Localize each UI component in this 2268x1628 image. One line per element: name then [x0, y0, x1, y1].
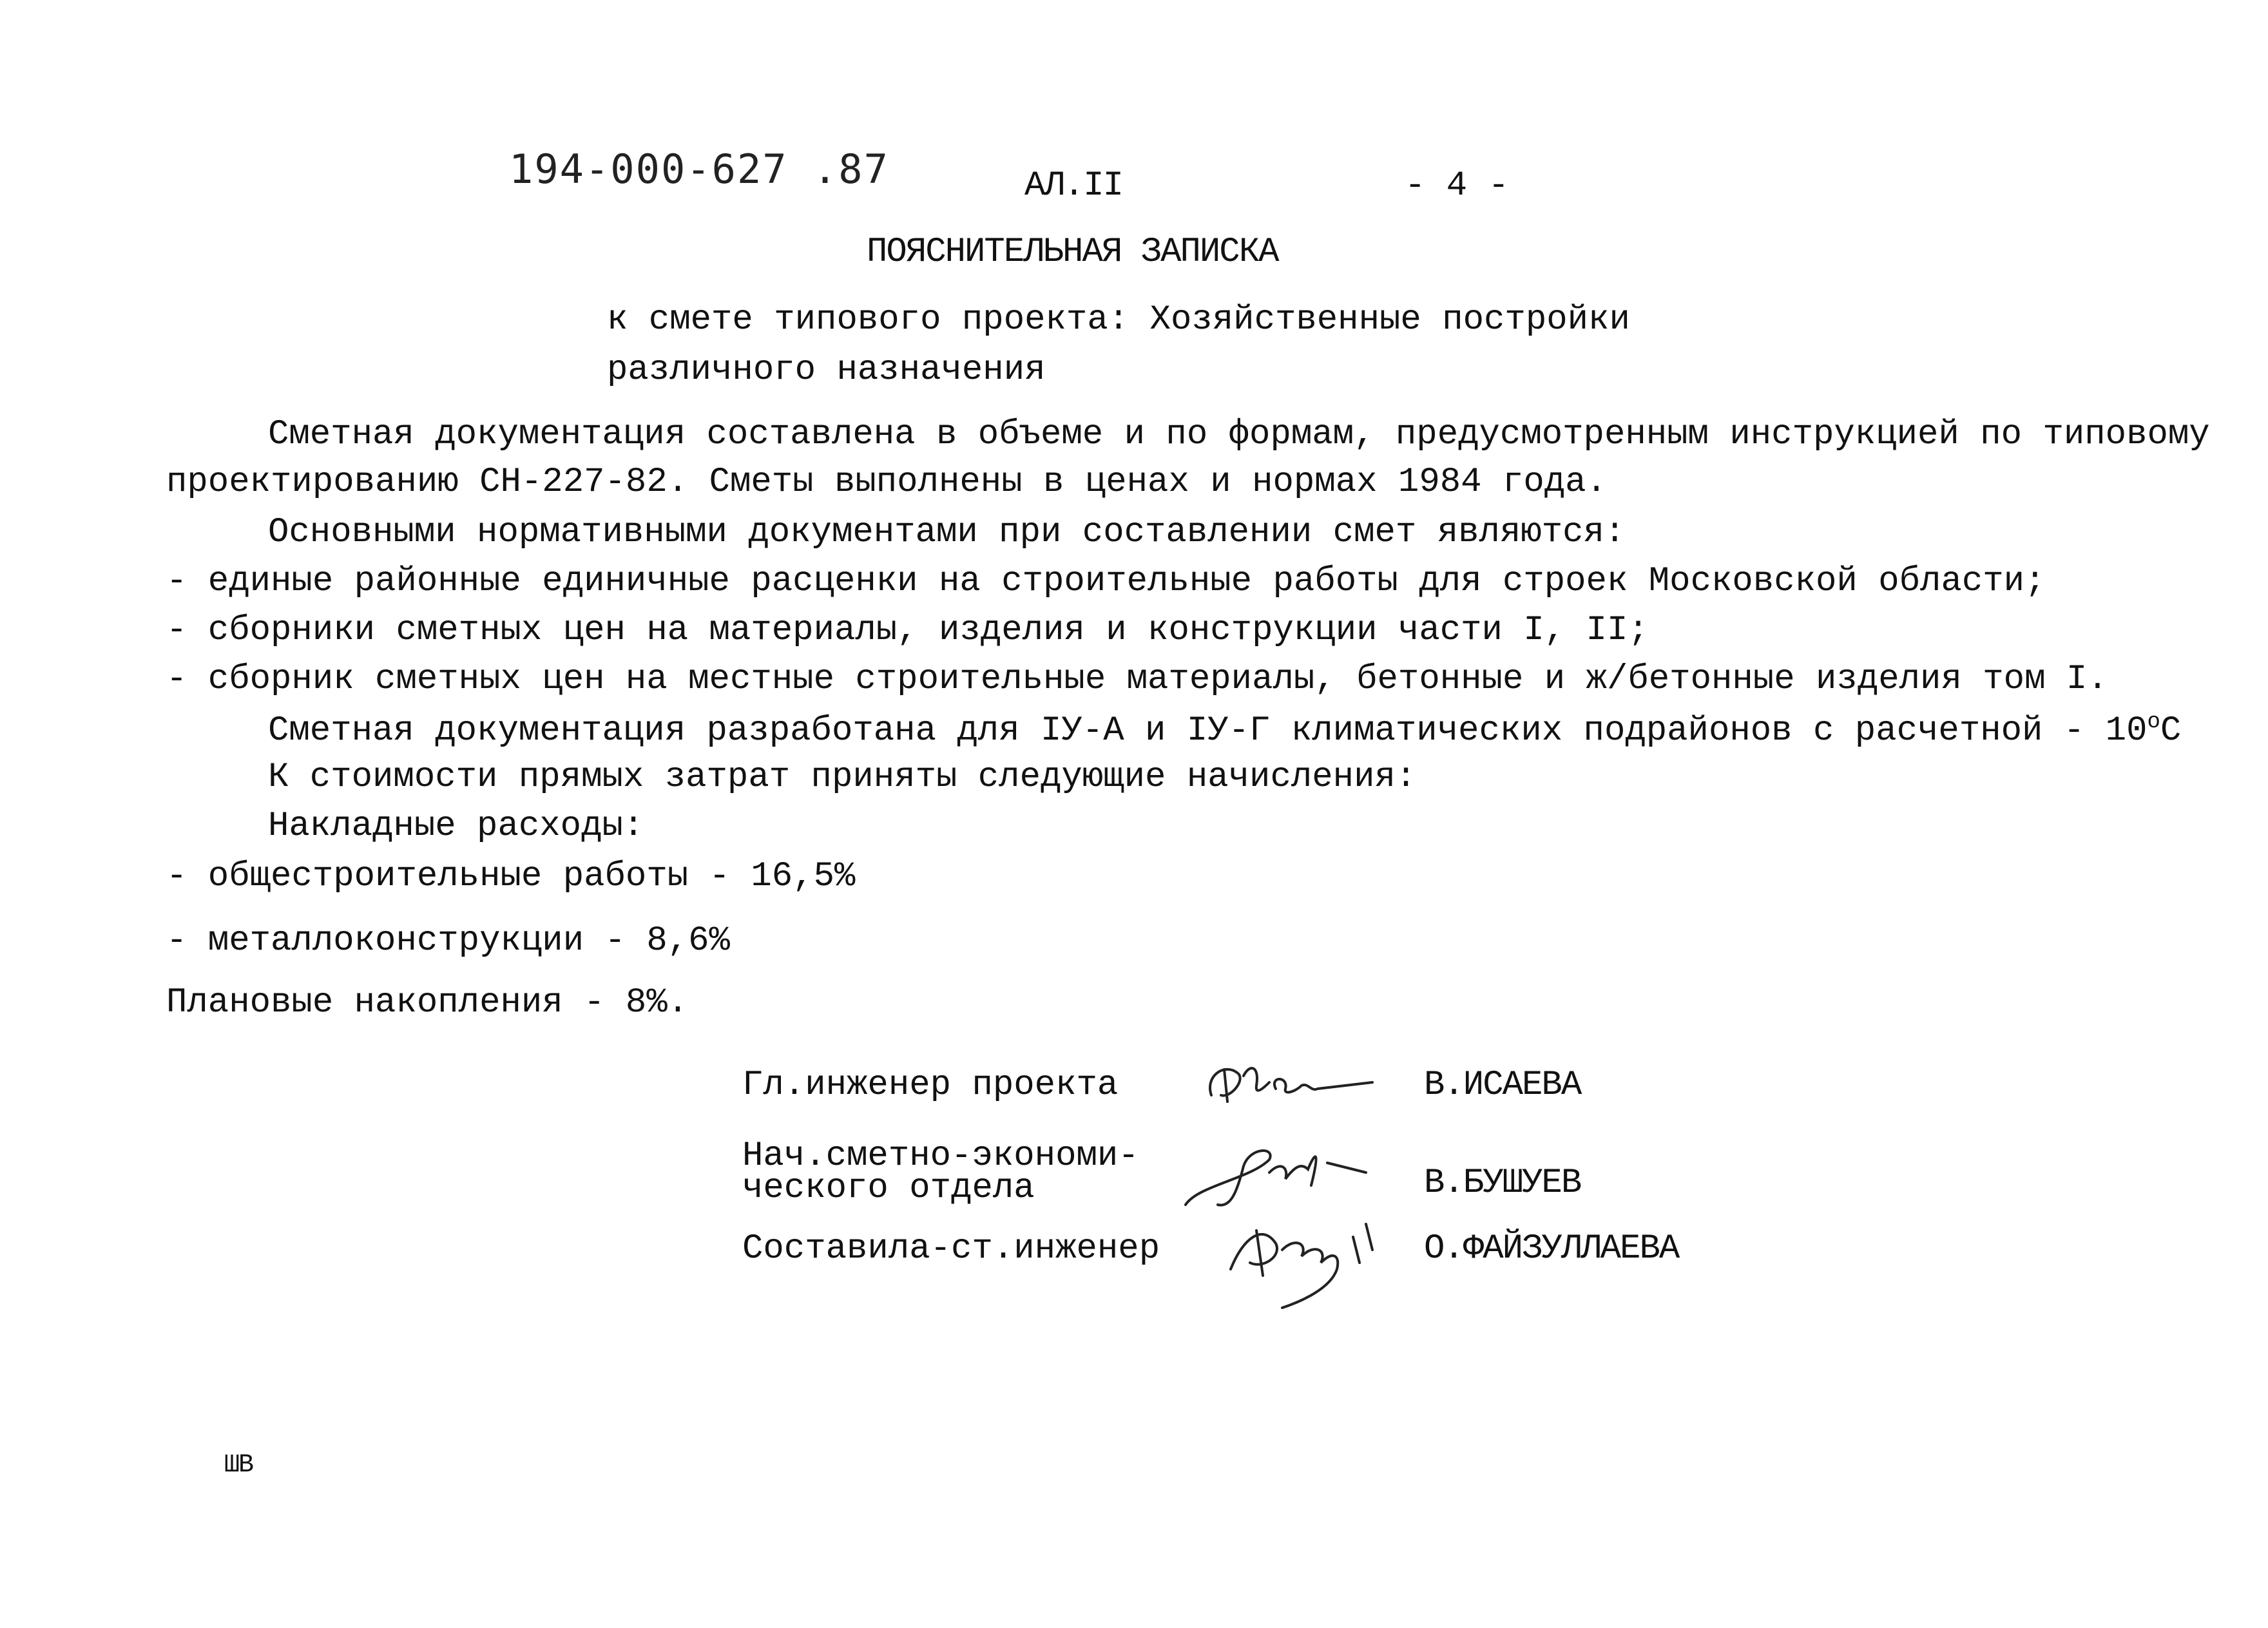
overhead-item: - общестроительные работы - 16,5%	[166, 857, 856, 896]
signature-role: Составила-ст.инженер	[742, 1229, 1160, 1269]
footer-mark: ШВ	[224, 1451, 253, 1480]
signatory-name: В.БУШУЕВ	[1424, 1164, 1581, 1203]
signature-role-line-1: Нач.сметно-экономи-	[742, 1136, 1139, 1176]
signature-role: Гл.инженер проекта	[742, 1066, 1119, 1105]
document-title: ПОЯСНИТЕЛЬНАЯ ЗАПИСКА	[867, 233, 1278, 272]
signatory-name: В.ИСАЕВА	[1424, 1066, 1581, 1105]
document-number: 194-000-627 .87	[509, 146, 889, 193]
temperature-unit: С	[2160, 711, 2182, 751]
list-item: - единые районные единичные расценки на строительные работы для строек Московской области;	[166, 562, 2046, 601]
degree-sign: о	[2147, 710, 2160, 734]
paragraph-3-text: Сметная документация разработана для IУ-А и IУ-Г климатических подрайонов с расчетной - 10	[268, 711, 2148, 751]
handwritten-signature	[1198, 1057, 1385, 1115]
paragraph-5: Накладные расходы:	[268, 807, 644, 846]
list-item: - сборники сметных цен на материалы, изделия и конструкции части I, II;	[166, 611, 1649, 650]
planned-savings: Плановые накопления - 8%.	[166, 983, 689, 1022]
paragraph-1-line-1: Сметная документация составлена в объеме и по формам, предусмотренным инструкцией по типовому	[268, 415, 2210, 454]
signature-role-line-2: ческого отдела	[742, 1169, 1035, 1208]
subtitle-line-2: различного назначения	[607, 350, 1046, 390]
paragraph-1-line-2: проектированию СН-227-82. Сметы выполнены в ценах и нормах 1984 года.	[166, 463, 1607, 502]
signatory-name: О.ФАЙЗУЛЛАЕВА	[1424, 1229, 1679, 1269]
subtitle-line-1: к смете типового проекта: Хозяйственные постройки	[607, 300, 1630, 340]
paragraph-2: Основными нормативными документами при составлении смет являются:	[268, 513, 1626, 552]
overhead-item: - металлоконструкции - 8,6%	[166, 921, 730, 961]
sheet-code: АЛ.II	[1024, 166, 1123, 206]
page-number: - 4 -	[1405, 166, 1510, 206]
list-item: - сборник сметных цен на местные строительные материалы, бетонные и ж/бетонные изделия том I.	[166, 660, 2108, 699]
handwritten-signature	[1224, 1198, 1392, 1314]
paragraph-4: К стоимости прямых затрат приняты следующие начисления:	[268, 758, 1417, 797]
paragraph-3	[268, 711, 2181, 749]
